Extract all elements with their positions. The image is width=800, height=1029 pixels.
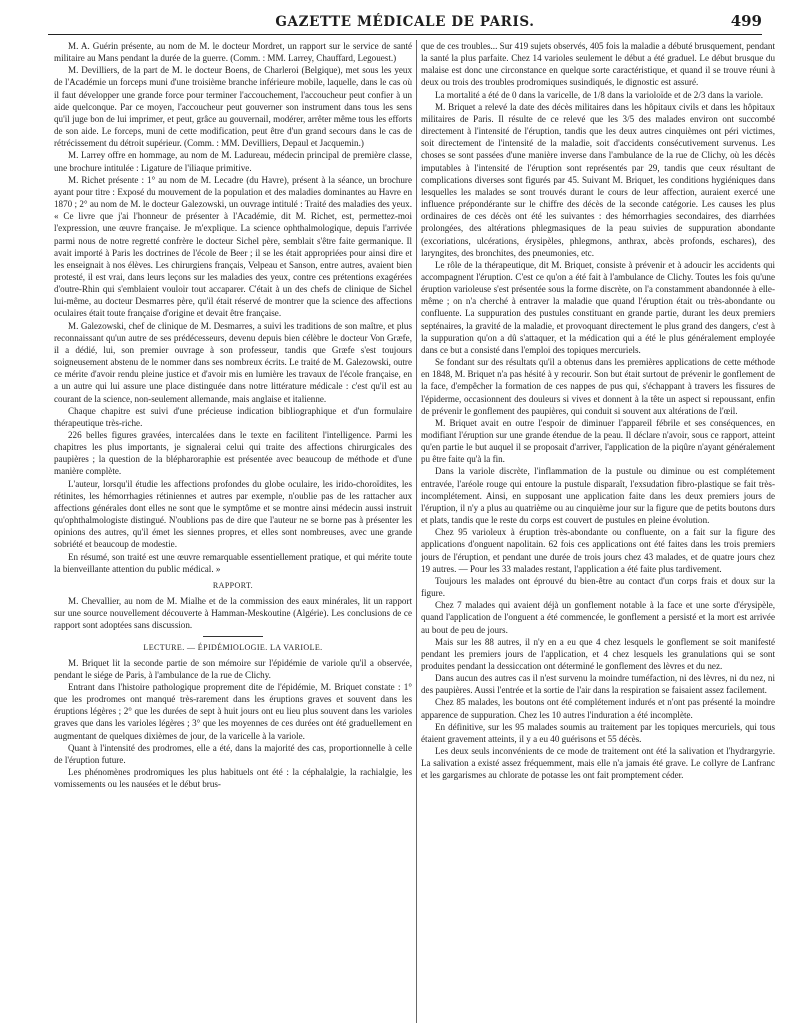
paragraph: Chez 7 malades qui avaient déjà un gonflement notable à la face et une sorte d'érysipèle, quand l'application de l'onguent a été commencée, le gonflement a persisté et la mort est arrivée au bout de peu de jours. bbox=[421, 600, 775, 635]
paragraph: En définitive, sur les 95 malades soumis au traitement par les topiques mercuriels, qui tous étaient gravement atteints, il y a eu 40 guérisons et 55 décès. bbox=[421, 721, 775, 744]
paragraph: Mais sur les 88 autres, il n'y en a eu que 4 chez lesquels le gonflement se soit manifesté pendant les premiers jours de l'application, et 4 chez lesquels les granulations qui se sont produites pendant la dessiccation ont déterminé le gonflement des lèvres et du nez. bbox=[421, 636, 775, 671]
paragraph: En résumé, son traité est une œuvre remarquable essentiellement pratique, et qui mérite toute la bienveillante attention du public médical. » bbox=[54, 551, 412, 574]
paragraph: M. Chevallier, au nom de M. Mialhe et de la commission des eaux minérales, lit un rapport sur une source nouvellement découverte à Hamman-Meskoutine (Algérie). Les conclusions de ce rapport sont adoptées sans discussion. bbox=[54, 596, 412, 631]
column-divider bbox=[416, 40, 417, 1023]
paragraph: M. Larrey offre en hommage, au nom de M. Ladureau, médecin principal de première classe, une brochure intitulée : Ligature de l'iliaque primitive. bbox=[54, 150, 412, 173]
section-divider bbox=[203, 636, 263, 637]
left-column bbox=[54, 40, 412, 1023]
paragraph: Quant à l'intensité des prodromes, elle a été, dans la majorité des cas, proportionnelle à celle de l'éruption future. bbox=[54, 742, 412, 765]
paragraph: Dans aucun des autres cas il n'est survenu la moindre tuméfaction, ni des lèvres, ni du nez, ni des paupières. Aussi l'entrée et la sortie de l'air dans la respiration se faisaient assez facilement. bbox=[421, 673, 775, 696]
paragraph: La mortalité a été de 0 dans la varicelle, de 1/8 dans la varioloïde et de 2/3 dans la variole. bbox=[435, 89, 764, 100]
header-rule bbox=[48, 34, 762, 35]
paragraph: Se fondant sur des résultats qu'il a obtenus dans les premières applications de cette méthode en 1848, M. Briquet n'a pas hésité à y recourir. Son but était surtout de prévenir le gonflement de la face, d'empêcher la formation de ces nappes de pus qui, s'échappant à travers les fissures de l'épiderme, occasionnent des douleurs si vives et donnent à la tête un aspect si repoussant, enfin de prévenir le gonflement des paupières, qui conduit si souvent aux altérations de l'œil. bbox=[421, 357, 775, 416]
paragraph: Les phénomènes prodromiques les plus habituels ont été : la céphalalgie, la rachialgie, les vomissements ou les nausées et le début brus- bbox=[54, 767, 412, 790]
paragraph: L'auteur, lorsqu'il étudie les affections profondes du globe oculaire, les irido-choroïdites, les rétinites, les hémorrhagies rétiniennes et autres par exemple, n'oublie pas de les rattacher aux affections générales dont elles ne sont que le symptôme et se montre ainsi médecin aussi instruit qu'ophthalmologiste distingué. N'oublions pas de dire que l'auteur ne se borne pas à présenter les opinions des autres, qu'il émet les siennes propres, et elles sont nombreuses, avec une grande sobriété et beaucoup de modestie. bbox=[54, 478, 412, 550]
paragraph: Toujours les malades ont éprouvé du bien-être au contact d'un corps frais et doux sur la figure. bbox=[421, 575, 775, 599]
paragraph: M. Briquet lit la seconde partie de son mémoire sur l'épidémie de variole qu'il a observée, pendant le siége de Paris, à l'ambulance de la rue de Clichy. bbox=[54, 657, 412, 680]
page-header bbox=[48, 10, 762, 32]
paragraph: Chez 85 malades, les boutons ont été complétement indurés et n'ont pas présenté la moindre apparence de suppuration. Chez les 10 autres l'induration a été incomplète. bbox=[421, 697, 775, 720]
section-heading-lecture: LECTURE. — ÉPIDÉMIOLOGIE. LA VARIOLE. bbox=[143, 642, 323, 652]
paragraph: Dans la variole discrète, l'inflammation de la pustule ou diminue ou est complétement entravée, l'aréole rouge qui entoure la pustule disparaît, l'exsudation fibro-plastique se fait très-incomplétement. Ainsi, en supposant une application faite dans les deux premiers jours de l'éruption, il n'y a plus au quatrième ou au cinquième jour sur la figure que de petits boutons durs et plats, tandis que le reste du corps est couvert de pustules en pleine évolution. bbox=[421, 466, 775, 526]
paragraph: M. Briquet a relevé la date des décès militaires dans les hôpitaux civils et dans les hôpitaux militaires de Paris. Il résulte de ce relevé que les 3/5 des malades environ ont succombé directement à l'intensité de l'éruption, tandis que les deux autres cinquièmes ont péri victimes, soit directement de l'intensité de la maladie, soit d'accidents consécutivement survenus. Les choses se sont passées d'une manière inverse dans l'ambulance de la rue de Clichy, où les décès imputables à l'intensité de l'éruption sont représentés par 29, tandis que ceux résultant de complications diverses sont figurés par 45. Suivant M. Briquet, les conditions hygiéniques dans lesquelles les malades se sont trouvés durant le cours de leur affection, auraient exercé une influence prépondérante sur le chiffre des décès de la seconde catégorie. Les causes les plus ordinaires de ces décès ont été les suivantes : des hémorrhagies secondaires, des diarrhées prolongées, des altérations phlegmasiques de la peau suivies de suppuration abondante (excoriations, ulcérations, érysipèles, phlegmons, anthrax, abcès profonds, eschares), des laryngites, des bronchites, des pneumonies, etc. bbox=[421, 101, 775, 258]
paragraph: que de ces troubles... Sur 419 sujets observés, 405 fois la maladie a débuté brusquement, pendant la santé la plus parfaite. Chez 14 varioles seulement le début a été graduel. Le début brusque du malaise est donc une circonstance en quelque sorte caractéristique, et quand il se trouve réuni à deux ou trois des troubles prodromiques susindiqués, le dignostic est assuré. bbox=[421, 41, 775, 88]
paragraph: Entrant dans l'histoire pathologique proprement dite de l'épidémie, M. Briquet constate : 1° que les prodromes ont manqué très-rarement dans les éruptions graves et souvent dans les éruptions légères ; 2° que les durées de sept à huit jours ont eu lieu plus souvent dans les varioles graves que dans les varioles légères ; 3° que les moyennes de ces durées ont été graduellement en augmentant de quelques dixièmes de jour, de la varicelle à la variole. bbox=[54, 681, 412, 741]
paragraph: M. Galezowski, chef de clinique de M. Desmarres, a suivi les traditions de son maître, et plus reconnaissant qu'un autre de ses prédécesseurs, devenu depuis bien célèbre le docteur Von Græfe, il a dédié, lui, son premier ouvrage à son professeur, tandis que Græfe s'est toujours soigneusement abstenu de le nommer dans ses nombreux écrits. Le traité de M. Galezowski, outre ce mérite d'avoir rendu pleine justice et d'avoir mis en lumière les travaux de l'école française, en a un autre qui lui assure une place distinguée dans notre littérature médicale : c'est qu'il est au courant de la science, non-seulement allemande, mais anglaise et italienne. bbox=[54, 320, 412, 404]
paragraph: M. A. Guérin présente, au nom de M. le docteur Mordret, un rapport sur le service de santé militaire au Mans pendant la durée de la guerre. (Comm. : MM. Larrey, Chauffard, Legouest.) bbox=[54, 41, 412, 64]
journal-title: GAZETTE MÉDICALE DE PARIS. bbox=[275, 14, 535, 30]
paragraph: 226 belles figures gravées, intercalées dans le texte en facilitent l'intelligence. Parmi les chapitres les plus importants, je signalerai celui qui traite des affections chirurgicales des paupières ; la question de la blépharoraphie est présentée avec beaucoup de méthode et d'une manière complète. bbox=[54, 430, 412, 477]
paragraph: Les deux seuls inconvénients de ce mode de traitement ont été la salivation et l'hydrargyrie. La salivation a existé assez fréquemment, mais elle n'a jamais été grave. Le collyre de Lanfranc et les gargarismes au chlorate de potasse les ont fait promptement céder. bbox=[421, 746, 775, 781]
right-column bbox=[421, 40, 775, 1023]
page-number: 499 bbox=[730, 12, 762, 30]
paragraph: M. Briquet avait en outre l'espoir de diminuer l'appareil fébrile et ses conséquences, en modifiant l'éruption sur une grande étendue de la peau. Il déclare n'avoir, sous ce rapport, atteint qu'en partie le but auquel il se proposait d'arriver, l'application de la piqûre n'ayant généralement pu être faite qu'à la fin. bbox=[421, 417, 775, 465]
paragraph: M. Richet présente : 1° au nom de M. Lecadre (du Havre), présent à la séance, un brochure ayant pour titre : Exposé du mouvement de la population et des maladies dominantes au Havre en 1870 ; 2° au nom de M. le docteur Galezowski, un ouvrage intitulé : Traité des maladies des yeux. « Ce livre que j'ai l'honneur de présenter à l'Académie, dit M. Richet, est, permettez-moi l'expression, une œuvre française. Je m'explique. La science ophthalmologique, depuis l'arrivée parmi nous de notre regretté confrère le docteur Sichel père, semblait s'être faite germanique. Il avait importé à Paris les doctrines de l'école de Beer ; il se les était appropriées pour ainsi dire et les enseignait à nos élèves. Les chirurgiens français, Velpeau et Sanson, entre autres, avaient bien protesté, il est vrai, dans leurs leçons sur les maladies des yeux, contre ces prétentions exagérées d'outre-Rhin qui s'emblaient vouloir tout accaparer. C'était à un des chefs de clinique de Sichel lui-même, au docteur Desmarres père, qu'il était réservé de montrer que la science des affections oculaires était toute française d'origine et devait être française. bbox=[54, 174, 412, 319]
section-heading-rapport: RAPPORT. bbox=[212, 580, 254, 590]
paragraph: Chez 95 varioleux à éruption très-abondante ou confluente, on a fait sur la figure des applications d'onguent napolitain. 62 fois ces applications ont été faites dans les trois premiers jours de l'éruption, et pendant une durée de trois jours chez 43 malades, et de quatre jours chez 19 autres. — Pour les 33 malades restant, l'application a été faite plus tardivement. bbox=[421, 527, 775, 574]
paragraph: M. Devilliers, de la part de M. le docteur Boens, de Charleroi (Belgique), met sous les yeux de l'Académie un forceps muni d'une troisième branche inférieure mobile, laquelle, dans le cas où il faut développer une grande force pour terminer l'accouchement, l'accoucheur peut confier à un aide quelconque. Par ce moyen, l'accoucheur peut gouverner son instrument dans tous les sens qu'il juge bon de lui imprimer, et peut, grâce au gouvernail, modérer, arrêter même tous les efforts de son aide. Le forceps, muni de cette modification, peut être d'un grand secours dans le cas de rétrécissement du détroit supérieur. (Comm. : MM. Devilliers, Depaul et Jacquemin.) bbox=[54, 65, 412, 149]
paragraph: Le rôle de la thérapeutique, dit M. Briquet, consiste à prévenir et à adoucir les accidents qui accompagnent l'éruption. C'est ce qu'on a été fait à l'ambulance de Clichy. Toutes les fois qu'une éruption varioleuse s'est présentée sous la forme discrète, on l'a constamment abandonnée à elle-même ; on n'a cherché à entraver la maladie que quand l'éruption était ou très-abondante ou confluente. La suppuration des pustules constituant en grande partie, durant les deux premiers septénaires, la gravité de la maladie, et provoquant directement le plus grand des dangers, c'est à la suppuration qu'on a dû s'attaquer, et la médication qui a été le plus généralement employée dans ce but a consisté dans l'emploi des topiques mercuriels. bbox=[421, 259, 775, 355]
paragraph: Chaque chapitre est suivi d'une précieuse indication bibliographique et d'un formulaire thérapeutique très-riche. bbox=[54, 405, 412, 428]
